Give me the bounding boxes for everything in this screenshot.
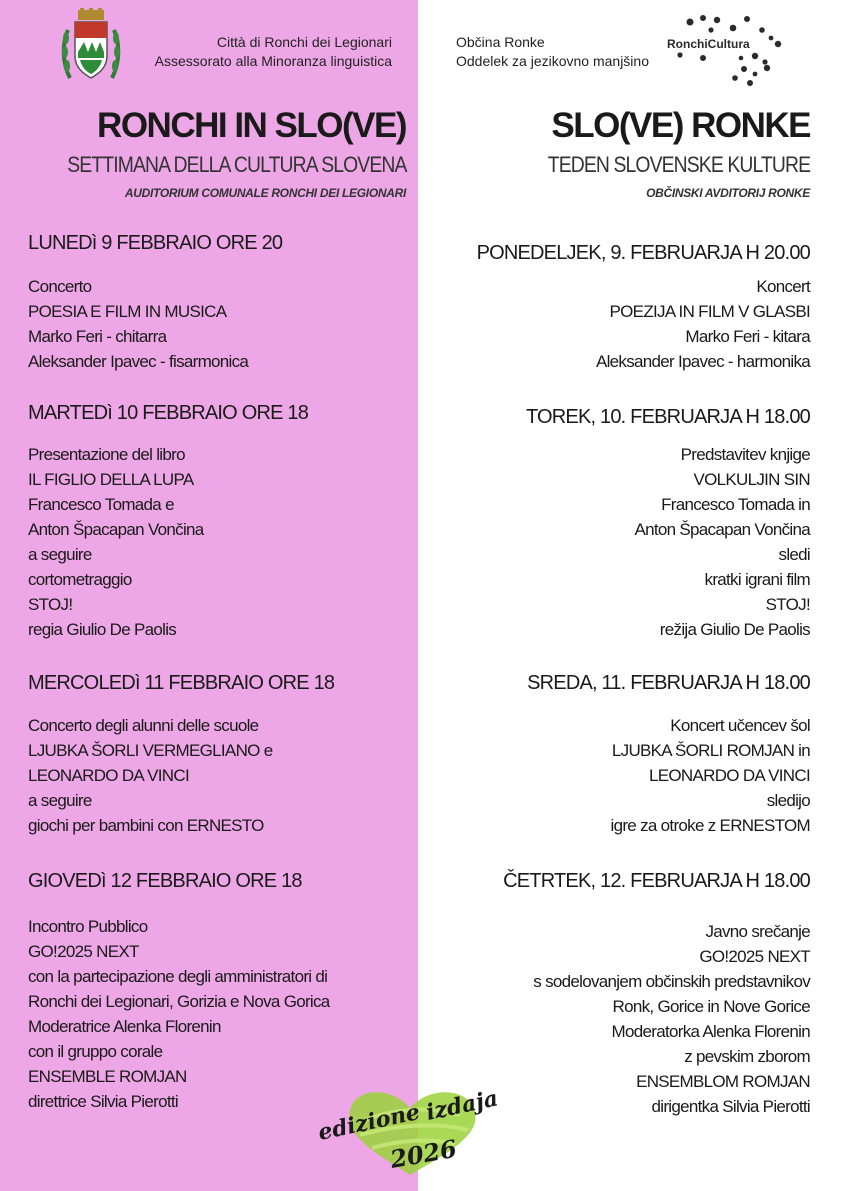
- city-crest-icon: [60, 8, 122, 86]
- slovenian-event-2-heading: TOREK, 10. FEBRUARJA H 18.00: [525, 406, 810, 428]
- italian-event-4-heading: GIOVEDì 12 FEBBRAIO ORE 18: [28, 870, 302, 892]
- header-right: [456, 33, 649, 71]
- event-line: Aleksander Ipavec - fisarmonica: [28, 352, 249, 371]
- event-line: Ronchi dei Legionari, Gorizia e Nova Gorica: [28, 992, 330, 1011]
- event-line: regia Giulio De Paolis: [28, 620, 177, 639]
- event-line: LEONARDO DA VINCI: [649, 766, 810, 785]
- event-line: POESIA E FILM IN MUSICA: [28, 302, 227, 321]
- header-left: [155, 33, 392, 71]
- slovenian-venue: OBČINSKI AVDITORIJ RONKE: [646, 186, 810, 200]
- italian-event-3-details: [28, 713, 272, 838]
- event-line: Francesco Tomada e: [28, 495, 174, 514]
- edition-badge: [310, 1080, 515, 1180]
- slovenian-subtitle: TEDEN SLOVENSKE KULTURE: [547, 152, 810, 177]
- slovenian-event-4-details: [533, 894, 810, 1119]
- header-left-line: Città di Ronchi dei Legionari: [216, 34, 392, 50]
- slovenian-event-1-details: [596, 274, 810, 374]
- event-line: VOLKULJIN SIN: [693, 470, 810, 489]
- event-line: con la partecipazione degli amministratori di: [28, 967, 328, 986]
- event-line: Marko Feri - chitarra: [28, 327, 167, 346]
- ronchicultura-logo: [655, 12, 785, 87]
- event-line: Incontro Pubblico: [28, 917, 148, 936]
- event-line: Concerto: [28, 277, 92, 296]
- slovenian-event-1-heading: PONEDELJEK, 9. FEBRUARJA H 20.00: [476, 242, 810, 264]
- italian-event-1-heading: LUNEDì 9 FEBBRAIO ORE 20: [28, 232, 283, 254]
- slovenian-title: SLO(VE) RONKE: [551, 106, 810, 145]
- italian-event-3-heading: MERCOLEDì 11 FEBBRAIO ORE 18: [28, 672, 335, 694]
- slovenian-event-3-heading: SREDA, 11. FEBRUARJA H 18.00: [527, 672, 810, 694]
- event-line: Moderatorka Alenka Florenin: [611, 1022, 810, 1041]
- header-right-line: Občina Ronke: [456, 34, 545, 50]
- event-line: GO!2025 NEXT: [28, 942, 139, 961]
- italian-title: RONCHI IN SLO(VE): [97, 106, 406, 145]
- italian-event-1-details: [28, 274, 248, 374]
- event-line: LJUBKA ŠORLI ROMJAN in: [611, 741, 810, 760]
- event-line: ENSEMBLE ROMJAN: [28, 1067, 187, 1086]
- event-line: direttrice Silvia Pierotti: [28, 1092, 178, 1111]
- event-line: con il gruppo corale: [28, 1042, 163, 1061]
- italian-event-2-details: [28, 442, 204, 642]
- event-line: z pevskim zborom: [684, 1047, 810, 1066]
- event-line: igre za otroke z ERNESTOM: [610, 816, 810, 835]
- italian-venue: AUDITORIUM COMUNALE RONCHI DEI LEGIONARI: [124, 186, 406, 200]
- italian-event-2-heading: MARTEDì 10 FEBBRAIO ORE 18: [28, 402, 309, 424]
- edition-year: 2026: [388, 1133, 459, 1174]
- event-line: [533, 894, 810, 919]
- header-right-line: Oddelek za jezikovno manjšino: [456, 53, 649, 69]
- italian-event-4-details: [28, 914, 330, 1114]
- event-line: Marko Feri - kitara: [685, 327, 810, 346]
- event-line: STOJ!: [28, 595, 73, 614]
- event-line: Koncert: [756, 277, 810, 296]
- event-line: režija Giulio De Paolis: [659, 620, 810, 639]
- event-line: POEZIJA IN FILM V GLASBI: [609, 302, 810, 321]
- event-line: LJUBKA ŠORLI VERMEGLIANO e: [28, 741, 273, 760]
- logo-text: RonchiCultura: [667, 37, 750, 51]
- event-line: Francesco Tomada in: [661, 495, 810, 514]
- event-line: Anton Špacapan Vončina: [634, 520, 810, 539]
- event-line: IL FIGLIO DELLA LUPA: [28, 470, 194, 489]
- slovenian-event-2-details: [634, 442, 810, 642]
- slovenian-event-3-details: [611, 713, 810, 838]
- header-left-line: Assessorato alla Minoranza linguistica: [154, 53, 392, 69]
- event-line: LEONARDO DA VINCI: [28, 766, 189, 785]
- edition-label: edizione: [315, 1098, 423, 1146]
- event-line: sledijo: [766, 791, 810, 810]
- event-line: dirigentka Silvia Pierotti: [651, 1097, 810, 1116]
- event-line: Aleksander Ipavec - harmonika: [595, 352, 810, 371]
- izdaja-label: izdaja: [423, 1085, 501, 1126]
- event-line: s sodelovanjem občinskih predstavnikov: [533, 972, 810, 991]
- event-line: Koncert učencev šol: [670, 716, 810, 735]
- event-line: Presentazione del libro: [28, 445, 185, 464]
- event-line: sledi: [778, 545, 810, 564]
- event-line: a seguire: [28, 545, 92, 564]
- italian-subtitle: SETTIMANA DELLA CULTURA SLOVENA: [66, 152, 406, 177]
- event-line: cortometraggio: [28, 570, 132, 589]
- event-line: Concerto degli alunni delle scuole: [28, 716, 259, 735]
- event-line: STOJ!: [765, 595, 810, 614]
- event-line: GO!2025 NEXT: [699, 947, 810, 966]
- event-line: kratki igrani film: [704, 570, 810, 589]
- event-line: Moderatrice Alenka Florenin: [28, 1017, 221, 1036]
- event-line: Predstavitev knjige: [680, 445, 810, 464]
- event-line: ENSEMBLOM ROMJAN: [636, 1072, 810, 1091]
- event-line: Javno srečanje: [705, 922, 810, 941]
- slovenian-event-4-heading: ČETRTEK, 12. FEBRUARJA H 18.00: [503, 870, 810, 892]
- event-line: a seguire: [28, 791, 92, 810]
- event-line: Anton Špacapan Vončina: [28, 520, 204, 539]
- event-line: Ronk, Gorice in Nove Gorice: [612, 997, 810, 1016]
- event-line: giochi per bambini con ERNESTO: [28, 816, 264, 835]
